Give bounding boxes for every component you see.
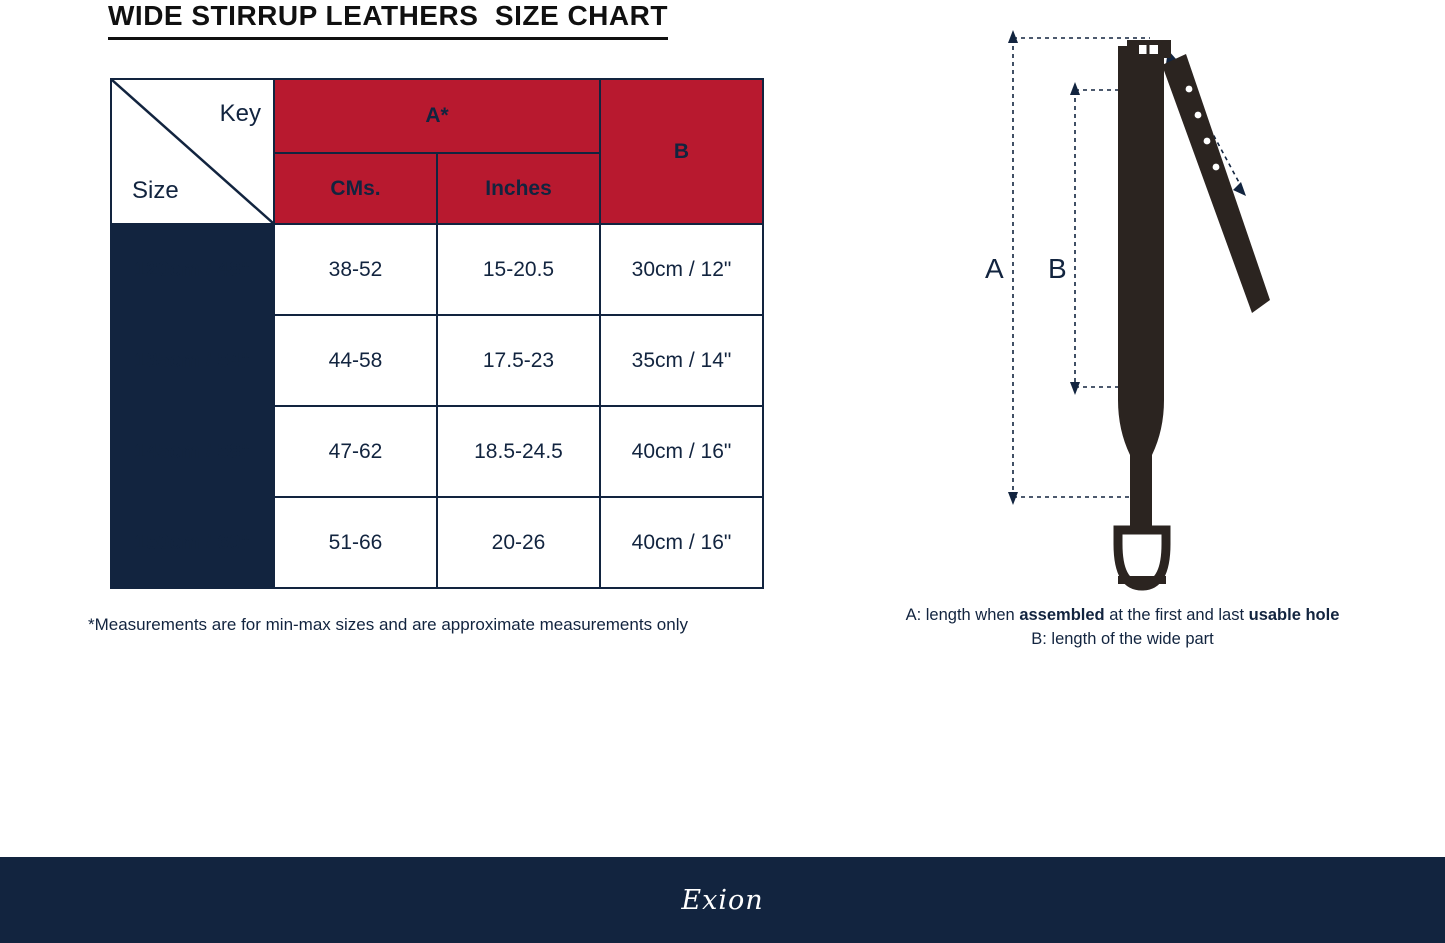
table-row <box>111 224 763 315</box>
row-b-value: 30cm / 12" <box>600 224 763 315</box>
row-cms-value: 51-66 <box>274 497 437 588</box>
header-group-a: A* <box>274 79 600 153</box>
page-title: WIDE STIRRUP LEATHERS SIZE CHART <box>108 0 668 40</box>
row-size-label: 150cm / 60" <box>111 497 274 588</box>
row-cms-value: 47-62 <box>274 406 437 497</box>
row-b-value: 35cm / 14" <box>600 315 763 406</box>
table-row <box>111 497 763 588</box>
header-cms: CMs. <box>274 153 437 224</box>
corner-size-label: Size <box>132 177 179 204</box>
brand-logo: Exion <box>681 884 764 916</box>
row-size-label: 145cm / 58" <box>111 406 274 497</box>
legend-a-bold-usable-hole: usable hole <box>1248 606 1340 624</box>
table-row <box>111 406 763 497</box>
row-b-value: 40cm / 16" <box>600 406 763 497</box>
diagram-legend <box>800 604 1445 652</box>
table-header-row-group <box>111 79 763 153</box>
row-inches-value: 18.5-24.5 <box>437 406 600 497</box>
legend-a-bold-assembled: assembled <box>1019 606 1105 624</box>
row-cms-value: 38-52 <box>274 224 437 315</box>
right-panel <box>800 0 1445 700</box>
stirrup-leather-diagram <box>800 10 1445 600</box>
row-size-label: 120cm / 48" <box>111 224 274 315</box>
footnote-text: *Measurements are for min-max sizes and are approximate measurements only <box>88 615 688 634</box>
row-size-label: 135cm / 54" <box>111 315 274 406</box>
footer-bar <box>0 857 1445 943</box>
row-b-value: 40cm / 16" <box>600 497 763 588</box>
header-group-b: B <box>600 79 763 224</box>
table-row <box>111 315 763 406</box>
row-cms-value: 44-58 <box>274 315 437 406</box>
size-chart-table <box>110 78 764 589</box>
legend-line-a <box>800 604 1445 628</box>
legend-line-b: B: length of the wide part <box>1031 629 1214 648</box>
legend-a-mid: at the first and last <box>1104 606 1249 624</box>
row-inches-value: 20-26 <box>437 497 600 588</box>
left-panel <box>0 0 800 700</box>
label-a: A <box>985 253 1004 284</box>
header-inches: Inches <box>437 153 600 224</box>
legend-a-pre: A: length when <box>905 606 1020 624</box>
corner-key-size-cell <box>111 79 274 224</box>
corner-key-label: Key <box>219 100 261 127</box>
row-inches-value: 17.5-23 <box>437 315 600 406</box>
row-inches-value: 15-20.5 <box>437 224 600 315</box>
leather-strap-shape <box>1118 40 1270 586</box>
stirrup-diagram-svg <box>800 10 1445 600</box>
label-b: B <box>1048 253 1067 284</box>
